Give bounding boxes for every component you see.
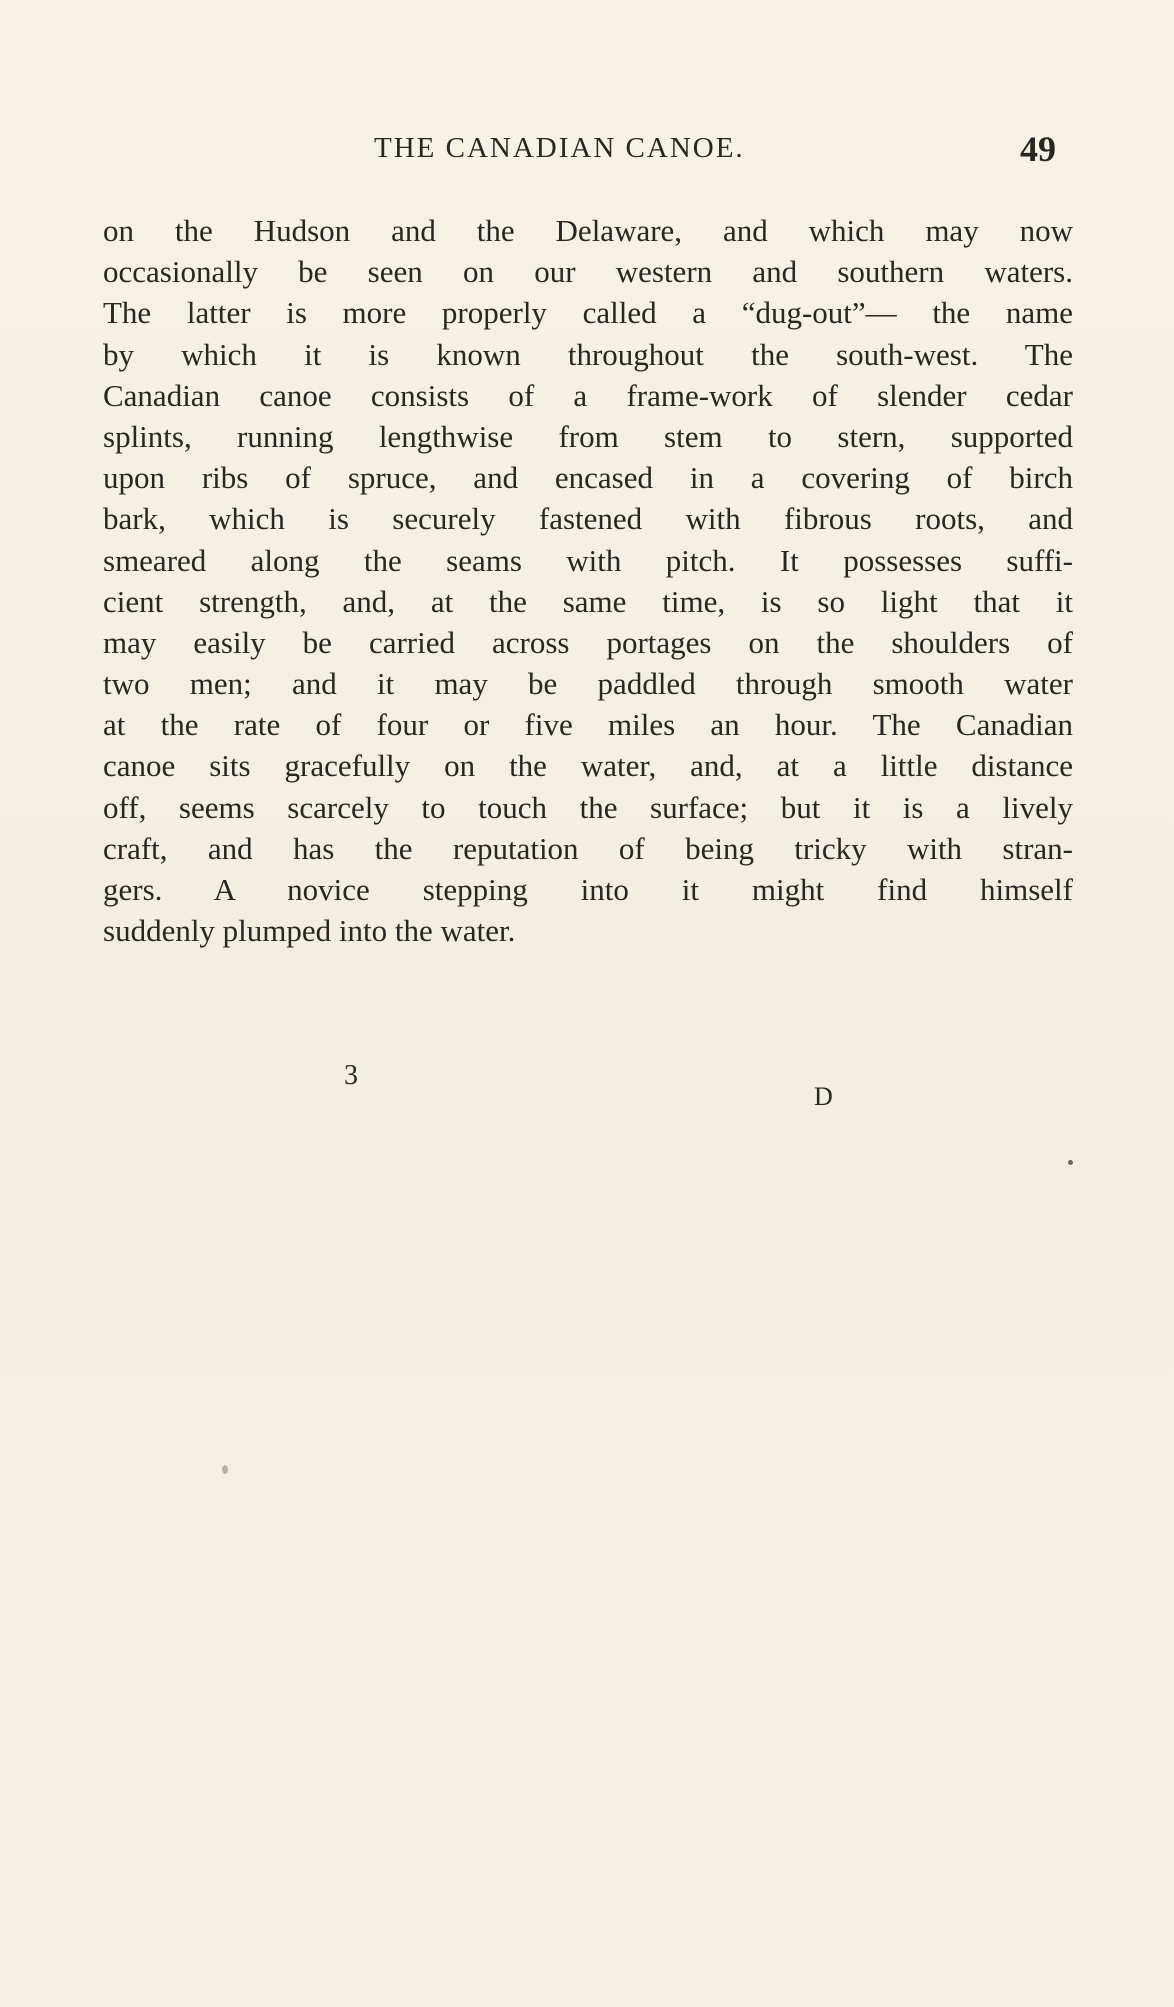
text-line: suddenly plumped into the water. (103, 913, 516, 949)
text-line: cient strength, and, at the same time, is so light that it (103, 583, 1073, 619)
body-text (103, 210, 1073, 951)
text-line: The latter is more properly called a “dug-out”— the name (103, 295, 1073, 331)
ink-speck (1068, 1160, 1073, 1165)
running-title: THE CANADIAN CANOE. (374, 132, 745, 164)
text-line: splints, running lengthwise from stem to stern, supported (103, 418, 1073, 454)
signature-number: 3 (344, 1060, 358, 1091)
text-line: gers. A novice stepping into it might find himself (103, 872, 1073, 907)
running-head (0, 129, 1174, 172)
text-line: on the Hudson and the Delaware, and which may now (103, 213, 1073, 248)
text-line: by which it is known throughout the south-west. The (103, 336, 1073, 372)
text-line: smeared along the seams with pitch. It possesses suffi- (103, 542, 1073, 578)
page-number: 49 (1020, 129, 1056, 169)
text-line: canoe sits gracefully on the water, and, at a little distance (103, 748, 1073, 784)
text-line: upon ribs of spruce, and encased in a covering of birch (103, 460, 1073, 496)
text-line: bark, which is securely fastened with fibrous roots, and (103, 501, 1073, 537)
text-line: off, seems scarcely to touch the surface; but it is a lively (103, 789, 1073, 825)
ink-speck (222, 1465, 228, 1474)
text-line: may easily be carried across portages on the shoulders of (103, 624, 1073, 660)
text-line: at the rate of four or five miles an hour. The Canadian (103, 707, 1073, 743)
text-line: Canadian canoe consists of a frame-work of slender cedar (103, 377, 1073, 413)
signature-letter: D (814, 1082, 833, 1111)
text-line: two men; and it may be paddled through smooth water (103, 666, 1073, 702)
text-line: occasionally be seen on our western and southern waters. (103, 254, 1073, 290)
text-line: craft, and has the reputation of being tricky with stran- (103, 830, 1073, 866)
